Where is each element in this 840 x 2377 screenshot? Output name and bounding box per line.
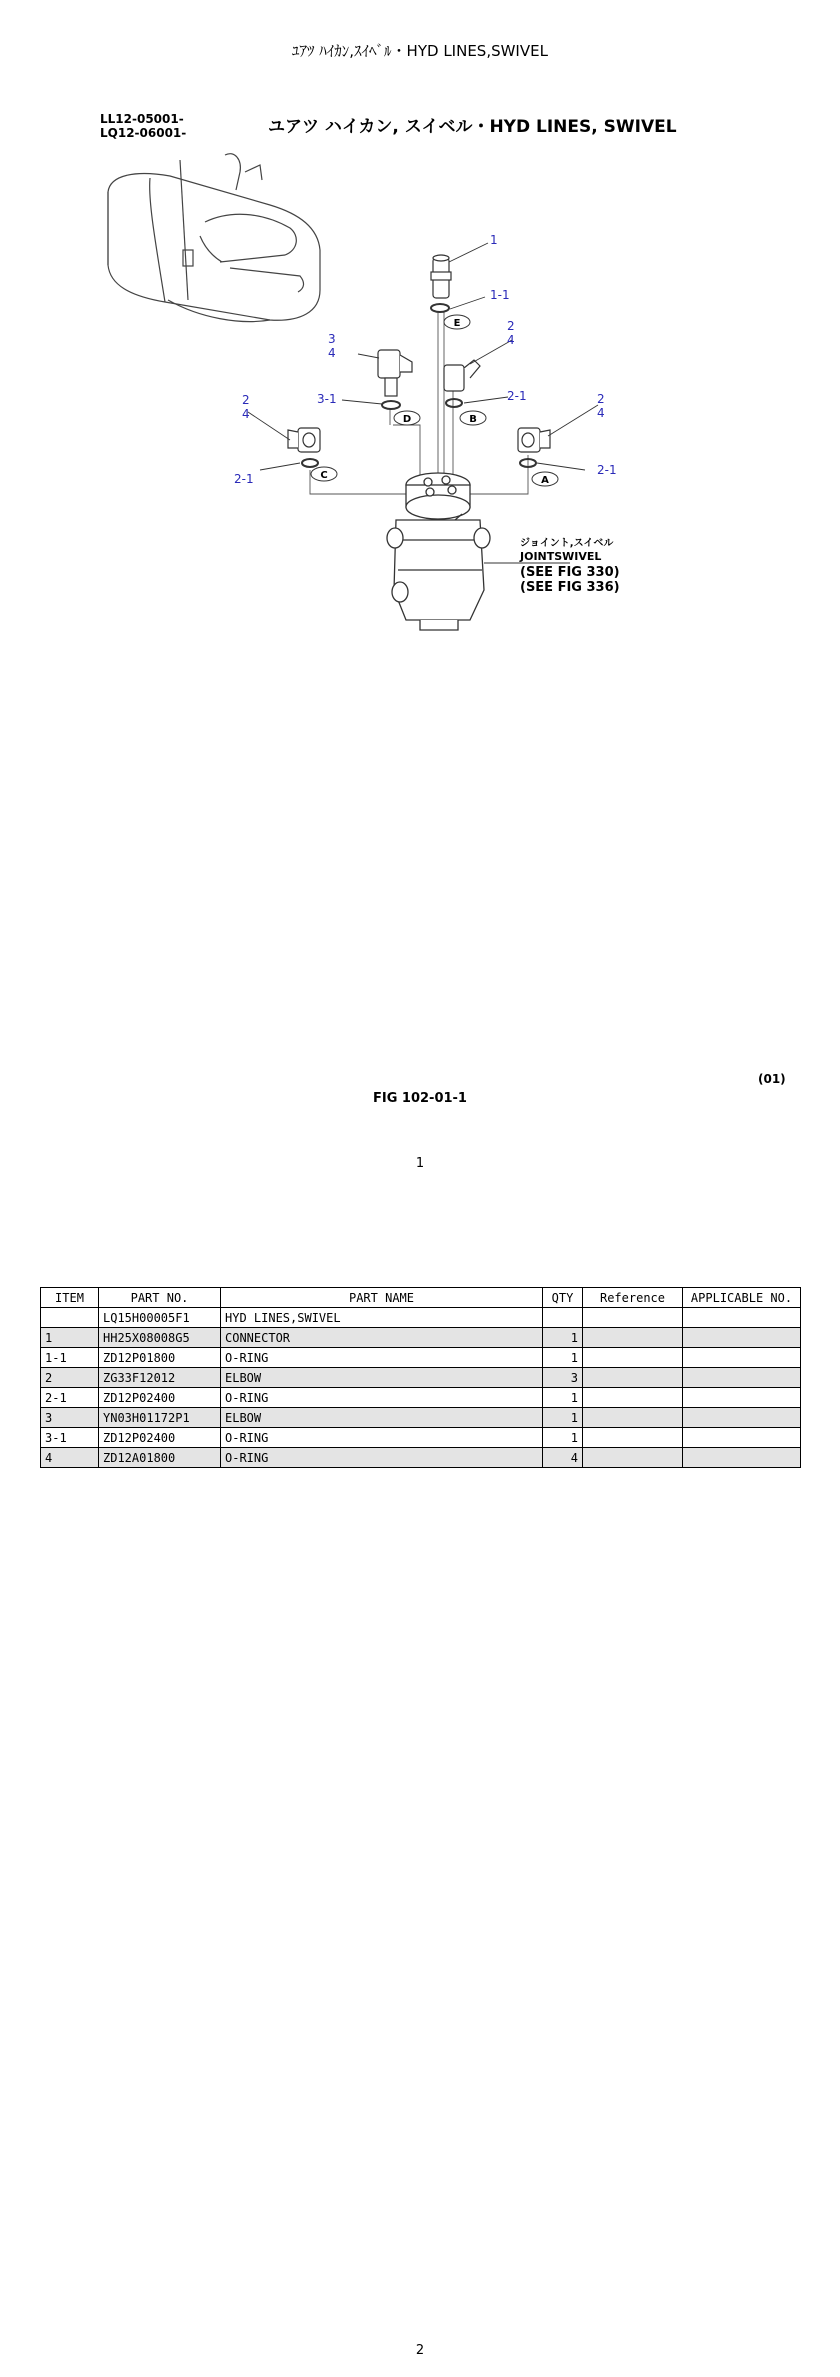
cell-part-name: ELBOW xyxy=(221,1408,543,1428)
machine-body-illustration xyxy=(108,154,320,322)
cell-part-name: O-RING xyxy=(221,1348,543,1368)
cell-item: 2-1 xyxy=(41,1388,99,1408)
cell-applicable xyxy=(683,1428,801,1448)
tag-e: E xyxy=(453,318,461,329)
callout-2-1-c: 2-1 xyxy=(234,472,254,486)
cell-qty: 1 xyxy=(543,1388,583,1408)
table-row xyxy=(41,1428,801,1448)
col-header-reference: Reference xyxy=(583,1288,683,1308)
cell-part-no: ZD12P02400 xyxy=(99,1428,221,1448)
cell-part-name: O-RING xyxy=(221,1448,543,1468)
cell-reference xyxy=(583,1348,683,1368)
cell-applicable xyxy=(683,1388,801,1408)
cell-part-no: HH25X08008G5 xyxy=(99,1328,221,1348)
callout-4-c: 4 xyxy=(242,407,250,421)
joint-swivel-label xyxy=(519,537,620,595)
cell-reference xyxy=(583,1328,683,1348)
cell-item: 4 xyxy=(41,1448,99,1468)
sheet-number: 1 xyxy=(415,1156,425,1171)
cell-qty: 1 xyxy=(543,1408,583,1428)
table-row xyxy=(41,1328,801,1348)
callout-2-1-b: 2-1 xyxy=(507,389,527,403)
cell-part-no: YN03H01172P1 xyxy=(99,1408,221,1428)
callout-4-a: 4 xyxy=(328,346,336,360)
cell-item: 3 xyxy=(41,1408,99,1428)
cell-qty: 3 xyxy=(543,1368,583,1388)
table-row xyxy=(41,1348,801,1368)
tag-a: A xyxy=(541,475,549,486)
cell-part-name: O-RING xyxy=(221,1388,543,1408)
cell-item: 2 xyxy=(41,1368,99,1388)
exploded-parts-diagram xyxy=(0,0,840,1080)
parts-list-table xyxy=(40,1287,801,1468)
figure-caption: FIG 102-01-1 xyxy=(373,1091,467,1106)
callout-4-b: 4 xyxy=(507,333,515,347)
joint-label-en: JOINTSWIVEL xyxy=(520,550,602,563)
callout-3-1: 3-1 xyxy=(317,392,337,406)
cell-applicable xyxy=(683,1448,801,1468)
serial-range-1: LL12-05001- xyxy=(100,112,184,126)
cell-reference xyxy=(583,1388,683,1408)
serial-range-2: LQ12-06001- xyxy=(100,126,187,140)
cell-part-no: ZG33F12012 xyxy=(99,1368,221,1388)
fitting-elbow-2-c xyxy=(288,428,320,467)
revision-code: (01) xyxy=(758,1072,786,1086)
cell-qty: 1 xyxy=(543,1328,583,1348)
cell-reference xyxy=(583,1368,683,1388)
cell-qty: 4 xyxy=(543,1448,583,1468)
table-row xyxy=(41,1368,801,1388)
fitting-connector-1 xyxy=(431,255,451,312)
joint-label-jp: ジョイント,スイベル xyxy=(520,538,614,549)
col-header-applicable-no: APPLICABLE NO. xyxy=(683,1288,801,1308)
cell-applicable xyxy=(683,1368,801,1388)
col-header-qty: QTY xyxy=(543,1288,583,1308)
cell-part-no: LQ15H00005F1 xyxy=(99,1308,221,1328)
fitting-elbow-2-b xyxy=(444,360,480,407)
diagram-title: ユアツ ハイカン, スイベル・HYD LINES, SWIVEL xyxy=(268,117,677,137)
table-row xyxy=(41,1308,801,1328)
routing-lines xyxy=(310,312,528,494)
table-row xyxy=(41,1448,801,1468)
footer-page-number: 2 xyxy=(415,2343,425,2358)
table-header-row xyxy=(41,1288,801,1308)
joint-ref-330: (SEE FIG 330) xyxy=(520,565,620,580)
cell-part-no: ZD12P02400 xyxy=(99,1388,221,1408)
callout-3: 3 xyxy=(328,332,336,346)
callout-1: 1 xyxy=(490,233,498,247)
cell-part-name: HYD LINES,SWIVEL xyxy=(221,1308,543,1328)
callout-4-d: 4 xyxy=(597,406,605,420)
cell-part-no: ZD12A01800 xyxy=(99,1448,221,1468)
cell-reference xyxy=(583,1448,683,1468)
cell-applicable xyxy=(683,1328,801,1348)
cell-applicable xyxy=(683,1308,801,1328)
callout-1-1: 1-1 xyxy=(490,288,510,302)
tag-d: D xyxy=(402,414,412,425)
cell-applicable xyxy=(683,1408,801,1428)
joint-ref-336: (SEE FIG 336) xyxy=(520,580,620,595)
cell-item: 1-1 xyxy=(41,1348,99,1368)
table-row xyxy=(41,1408,801,1428)
cell-qty: 1 xyxy=(543,1428,583,1448)
fitting-elbow-2-a xyxy=(518,428,550,467)
callout-2-a: 2 xyxy=(597,392,605,406)
cell-qty: 1 xyxy=(543,1348,583,1368)
col-header-part-no: PART NO. xyxy=(99,1288,221,1308)
col-header-part-name: PART NAME xyxy=(221,1288,543,1308)
cell-item: 3-1 xyxy=(41,1428,99,1448)
cell-reference xyxy=(583,1408,683,1428)
cell-item: 1 xyxy=(41,1328,99,1348)
cell-applicable xyxy=(683,1348,801,1368)
cell-qty xyxy=(543,1308,583,1328)
cell-part-name: CONNECTOR xyxy=(221,1328,543,1348)
cell-part-name: O-RING xyxy=(221,1428,543,1448)
page-header-title: ﾕｱﾂ ﾊｲｶﾝ,ｽｲﾍﾞﾙ・HYD LINES,SWIVEL xyxy=(292,42,548,60)
cell-item xyxy=(41,1308,99,1328)
table-row xyxy=(41,1388,801,1408)
callout-2-b: 2 xyxy=(507,319,515,333)
callout-2-c: 2 xyxy=(242,393,250,407)
cell-reference xyxy=(583,1308,683,1328)
cell-reference xyxy=(583,1428,683,1448)
swivel-joint-illustration xyxy=(387,473,490,630)
col-header-item: ITEM xyxy=(41,1288,99,1308)
tag-b: B xyxy=(469,414,477,425)
cell-part-name: ELBOW xyxy=(221,1368,543,1388)
callout-2-1-a: 2-1 xyxy=(597,463,617,477)
cell-part-no: ZD12P01800 xyxy=(99,1348,221,1368)
fitting-elbow-3 xyxy=(378,350,412,409)
tag-c: C xyxy=(320,470,328,481)
